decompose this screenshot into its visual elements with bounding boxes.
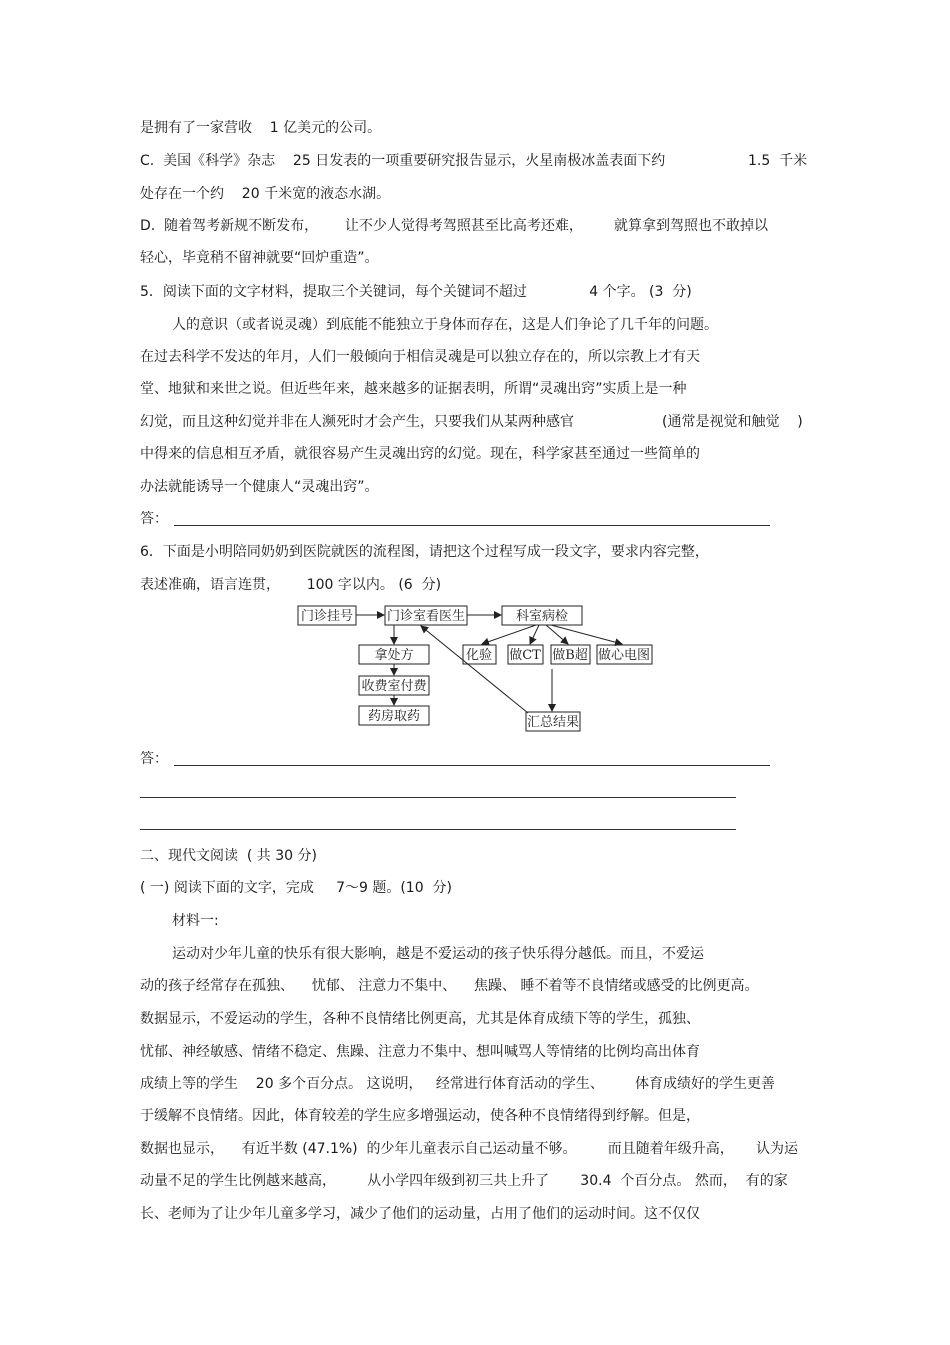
material-line: 运动对少年儿童的快乐有很大影响，越是不爱运动的孩子快乐得分越低。而且，不爱运 (172, 946, 704, 962)
paragraph-line: 中得来的信息相互矛盾，就很容易产生灵魂出窍的幻觉。现在，科学家甚至通过一些简单的 (140, 446, 700, 462)
text-line-right: 1.5 千米 (748, 153, 808, 169)
flow-b-ultrasound: 做B超 (552, 648, 588, 663)
paragraph-line: 在过去科学不发达的年月，人们一般倾向于相信灵魂是可以独立存在的，所以宗教上才有天 (140, 349, 700, 365)
material-line: 数据显示，不爱运动的学生，各种不良情绪比例更高，尤其是体育成绩下等的学生，孤独、 (140, 1011, 700, 1027)
flow-pharmacy: 药房取药 (367, 709, 421, 724)
text-line: C. 美国《科学》杂志 25 日发表的一项重要研究报告显示，火星南极冰盖表面下约 (140, 153, 666, 169)
text-line: 处存在一个约 20 千米宽的液态水湖。 (140, 186, 391, 202)
hospital-flowchart (296, 602, 656, 732)
flow-registration: 门诊挂号 (300, 609, 354, 624)
text-line: D. 随着驾考新规不断发布， 让不少人觉得考驾照甚至比高考还难， 就算拿到驾照也不敢掉以 (140, 218, 768, 234)
flow-pay: 收费室付费 (361, 679, 427, 694)
material-label: 材料一: (172, 913, 219, 929)
paragraph-line-right: (通常是视觉和触觉 ) (662, 414, 803, 430)
flow-lab-test: 化验 (465, 648, 493, 663)
material-line: 成绩上等的学生 20 多个百分点。 这说明， 经常进行体育活动的学生、 体育成绩好的学生更善 (140, 1076, 776, 1092)
paragraph-line: 办法就能诱导一个健康人“灵魂出窍”。 (140, 479, 379, 495)
flow-summary: 汇总结果 (526, 715, 580, 730)
material-line: 动的孩子经常存在孤独、 忧郁、 注意力不集中、 焦躁、 睡不着等不良情绪或感受的比例更高。 (140, 978, 759, 994)
material-line: 动量不足的学生比例越来越高， 从小学四年级到初三共上升了 30.4 个百分点。 然而， 有的家 (140, 1173, 788, 1189)
question-6-cont: 表述准确，语言连贯， 100 字以内。 (6 分) (140, 577, 442, 593)
answer-blank[interactable] (174, 765, 770, 766)
paragraph-line: 幻觉，而且这种幻觉并非在人濒死时才会产生，只要我们从某两种感官 (140, 414, 574, 430)
material-line: 忧郁、神经敏感、情绪不稳定、焦躁、注意力不集中、想叫喊骂人等情绪的比例均高出体育 (140, 1044, 700, 1060)
answer-blank[interactable] (174, 525, 770, 526)
material-line: 长、老师为了让少年儿童多学习，减少了他们的运动量，占用了他们的运动时间。这不仅仅 (140, 1206, 700, 1222)
flow-get-prescription: 拿处方 (374, 648, 414, 663)
question-5: 5．阅读下面的文字材料，提取三个关键词，每个关键词不超过 4 个字。 (3 分) (140, 284, 692, 300)
flow-ct: 做CT (509, 648, 541, 663)
material-line: 于缓解不良情绪。因此，体育较差的学生应多增强运动，使各种不良情绪得到纾解。但是， (140, 1108, 700, 1124)
flow-exam: 科室病检 (515, 609, 569, 624)
answer-label: 答： (140, 511, 168, 527)
flow-ecg: 做心电图 (597, 648, 651, 663)
text-line: 是拥有了一家营收 1 亿美元的公司。 (140, 120, 382, 136)
subsection-heading: ( 一) 阅读下面的文字，完成 7～9 题。(10 分) (140, 880, 452, 896)
answer-blank[interactable] (140, 829, 736, 830)
answer-label: 答： (140, 751, 168, 767)
section-heading: 二、现代文阅读 ( 共 30 分) (140, 848, 317, 864)
answer-blank[interactable] (140, 797, 736, 798)
paragraph-line: 人的意识（或者说灵魂）到底能不能独立于身体而存在，这是人们争论了几千年的问题。 (172, 317, 718, 333)
flow-see-doctor: 门诊室看医生 (386, 609, 466, 624)
paragraph-line: 堂、地狱和来世之说。但近些年来，越来越多的证据表明，所谓“灵魂出窍”实质上是一种 (140, 381, 687, 397)
text-line: 轻心，毕竟稍不留神就要“回炉重造”。 (140, 250, 379, 266)
question-6: 6．下面是小明陪同奶奶到医院就医的流程图，请把这个过程写成一段文字，要求内容完整， (140, 544, 709, 560)
material-line: 数据也显示， 有近半数 (47.1%) 的少年儿童表示自己运动量不够。 而且随着年级升高， 认为运 (140, 1141, 798, 1157)
